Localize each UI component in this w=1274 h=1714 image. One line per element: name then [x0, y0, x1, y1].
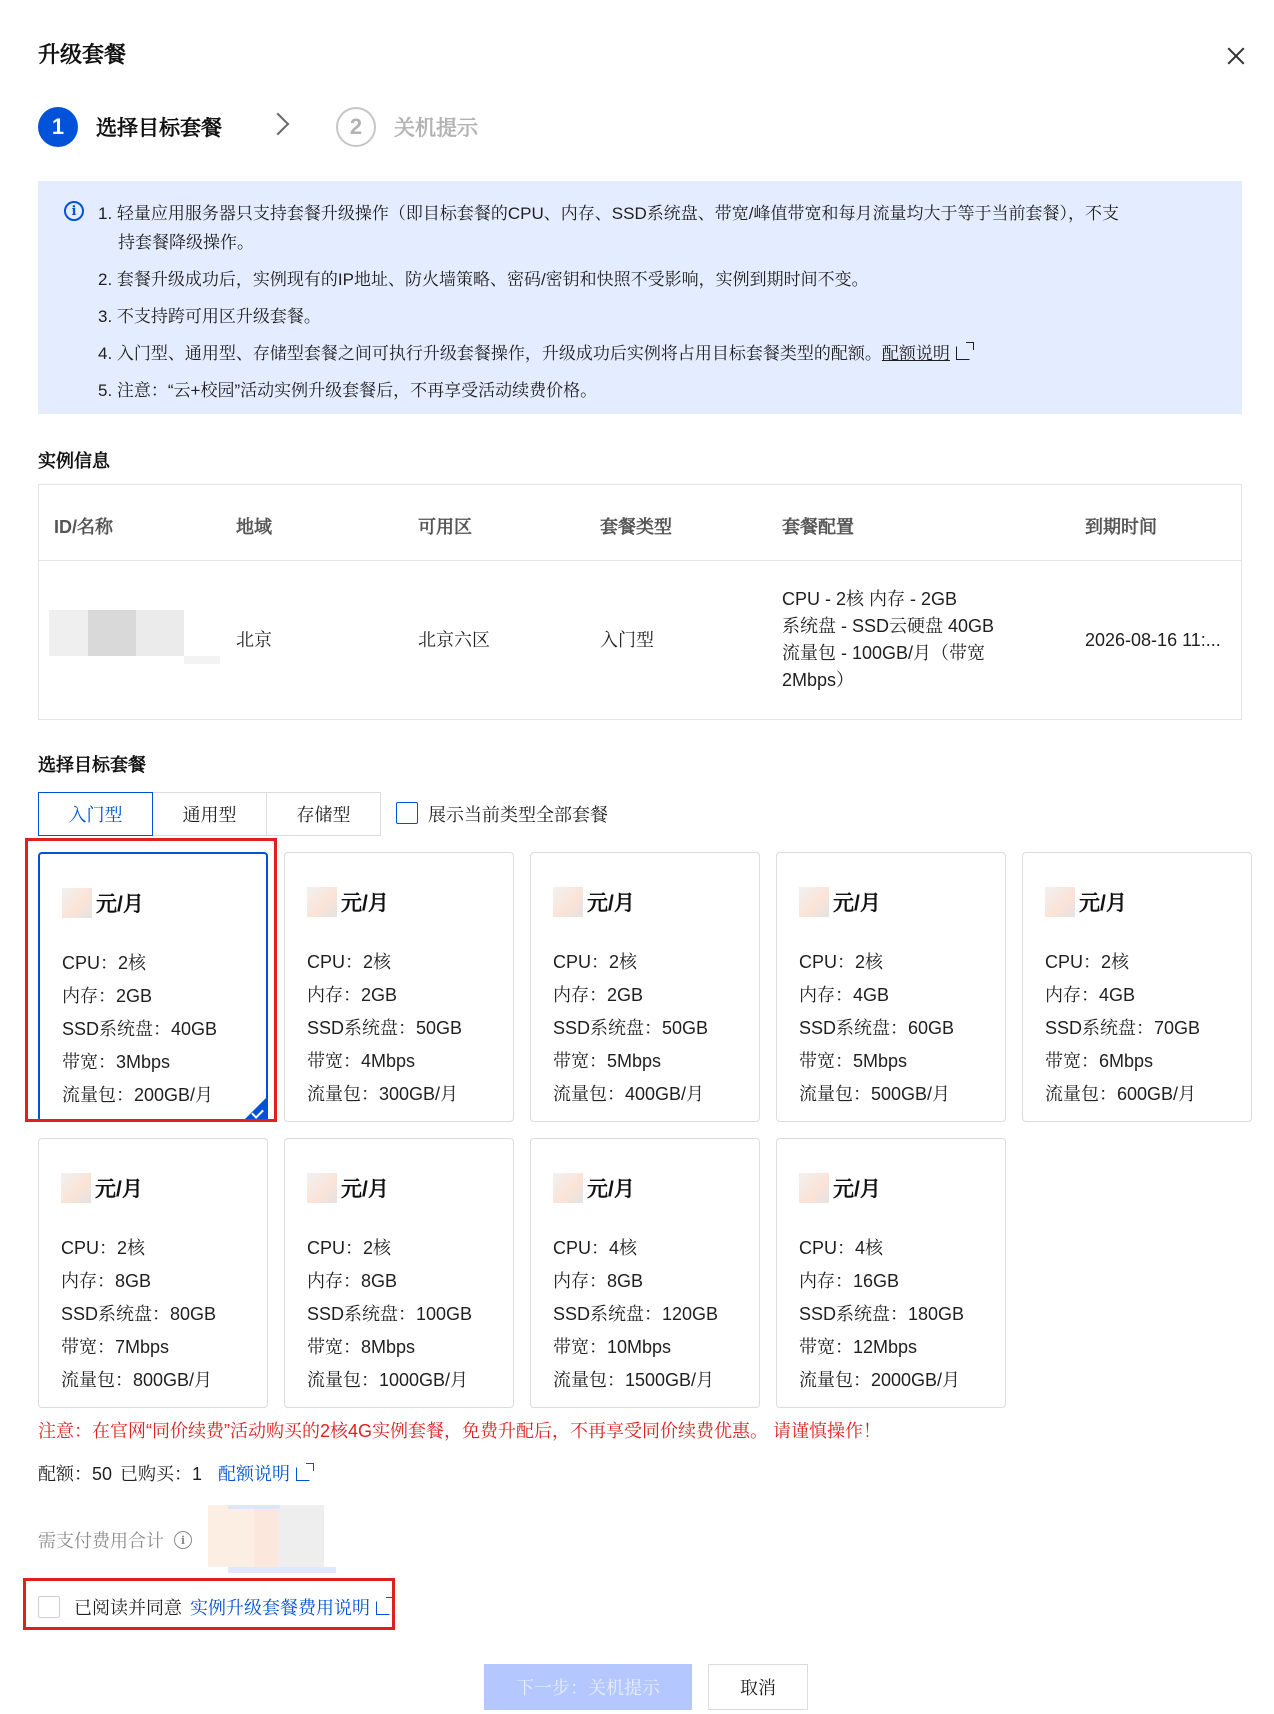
card-price — [799, 887, 881, 917]
card-cpu: CPU：2核 — [61, 1238, 146, 1258]
plan-card[interactable] — [284, 852, 514, 1122]
card-price-unit: 元/月 — [341, 1178, 389, 1201]
instance-zone: 北京六区 — [418, 630, 490, 650]
config-line-3: 流量包 - 100GB/月（带宽 — [782, 643, 986, 663]
config-line-1: CPU - 2核 内存 - 2GB — [782, 589, 958, 609]
card-price-unit: 元/月 — [587, 892, 635, 915]
plan-card[interactable] — [530, 852, 760, 1122]
card-traffic: 流量包：500GB/月 — [799, 1084, 951, 1104]
notice-item-1: 1. 轻量应用服务器只支持套餐升级操作（即目标套餐的CPU、内存、SSD系统盘、带宽/峰值带宽和每月流量均大于等于当前套餐），不支 — [98, 204, 1119, 223]
col-header-expire: 到期时间 — [1085, 517, 1157, 537]
notice-item-3: 3. 不支持跨可用区升级套餐。 — [98, 307, 321, 326]
card-disk: SSD系统盘：100GB — [307, 1304, 473, 1324]
card-price-redacted — [799, 1173, 829, 1203]
tab-storage[interactable]: 存储型 — [266, 792, 381, 836]
info-icon[interactable]: i — [174, 1531, 192, 1549]
tab-starter[interactable]: 入门型 — [38, 792, 153, 836]
config-line-4: 2Mbps） — [782, 670, 855, 690]
instance-region: 北京 — [236, 630, 272, 650]
step-2 — [336, 107, 478, 147]
card-memory: 内存：2GB — [62, 986, 153, 1006]
card-traffic: 流量包：300GB/月 — [307, 1084, 459, 1104]
highlight-box — [25, 838, 277, 1122]
card-memory: 内存：4GB — [1045, 985, 1136, 1005]
card-price-unit: 元/月 — [341, 892, 389, 915]
quota-info — [38, 1460, 310, 1486]
plan-card[interactable] — [776, 852, 1006, 1122]
cancel-button[interactable]: 取消 — [708, 1664, 808, 1710]
card-price-redacted — [307, 1173, 337, 1203]
card-memory: 内存：4GB — [799, 985, 890, 1005]
card-traffic: 流量包：600GB/月 — [1045, 1084, 1197, 1104]
fee-label: 需支付费用合计 — [38, 1531, 164, 1551]
card-disk: SSD系统盘：50GB — [307, 1018, 463, 1038]
card-price — [553, 1173, 635, 1203]
card-cpu: CPU：2核 — [62, 953, 147, 973]
card-memory: 内存：2GB — [553, 985, 644, 1005]
card-cpu: CPU：2核 — [553, 952, 638, 972]
fee-amount-redacted — [208, 1505, 254, 1567]
card-traffic: 流量包：400GB/月 — [553, 1084, 705, 1104]
fee-amount-redacted — [228, 1505, 280, 1509]
card-price — [307, 887, 389, 917]
col-header-type: 套餐类型 — [600, 517, 672, 537]
card-disk: SSD系统盘：60GB — [799, 1018, 955, 1038]
highlight-box — [23, 1578, 395, 1630]
card-traffic: 流量包：200GB/月 — [62, 1085, 214, 1105]
card-price-redacted — [799, 887, 829, 917]
card-price-redacted — [61, 1173, 91, 1203]
card-price-unit: 元/月 — [1079, 892, 1127, 915]
card-price-unit: 元/月 — [95, 1178, 143, 1201]
notice-item-1-cont: 持套餐降级操作。 — [118, 233, 254, 252]
close-icon[interactable] — [1222, 42, 1250, 70]
card-traffic: 流量包：2000GB/月 — [799, 1370, 961, 1390]
instance-expire-time: 2026-08-16 11:... — [1085, 630, 1221, 650]
card-bandwidth: 带宽：5Mbps — [553, 1051, 662, 1071]
card-memory: 内存：8GB — [553, 1271, 644, 1291]
dialog-title: 升级套餐 — [38, 42, 127, 67]
card-bandwidth: 带宽：7Mbps — [61, 1337, 170, 1357]
show-all-plans-label: 展示当前类型全部套餐 — [428, 805, 608, 825]
instance-id-redacted — [184, 656, 220, 664]
card-price — [1045, 887, 1127, 917]
info-icon: i — [64, 201, 84, 221]
quota-total: 配额：50 — [38, 1464, 113, 1484]
table-header-divider — [39, 560, 1241, 561]
card-memory: 内存：8GB — [307, 1271, 398, 1291]
external-link-icon — [296, 1467, 310, 1481]
config-line-2: 系统盘 - SSD云硬盘 40GB — [782, 616, 995, 636]
card-price — [799, 1173, 881, 1203]
instance-table — [38, 484, 1242, 720]
notice-box — [38, 181, 1242, 414]
plan-card[interactable] — [530, 1138, 760, 1408]
card-price-redacted — [553, 887, 583, 917]
card-disk: SSD系统盘：80GB — [61, 1304, 217, 1324]
notice-item-5: 5. 注意：“云+校园”活动实例升级套餐后，不再享受活动续费价格。 — [98, 381, 598, 400]
notice-item-4 — [98, 339, 1182, 368]
plan-card[interactable] — [38, 1138, 268, 1408]
step-2-number: 2 — [336, 107, 376, 147]
show-all-plans-checkbox[interactable] — [396, 802, 418, 824]
col-header-config: 套餐配置 — [782, 517, 854, 537]
card-price-unit: 元/月 — [96, 893, 144, 916]
plan-card[interactable] — [284, 1138, 514, 1408]
card-cpu: CPU：2核 — [307, 1238, 392, 1258]
card-disk: SSD系统盘：70GB — [1045, 1018, 1201, 1038]
fee-doc-link-label: 实例升级套餐费用说明 — [190, 1598, 370, 1618]
col-header-zone: 可用区 — [418, 517, 472, 537]
card-disk: SSD系统盘：50GB — [553, 1018, 709, 1038]
quota-doc-link-label: 配额说明 — [881, 344, 950, 363]
instance-info-title: 实例信息 — [38, 451, 110, 471]
card-price-unit: 元/月 — [587, 1178, 635, 1201]
notice-item-2: 2. 套餐升级成功后，实例现有的IP地址、防火墙策略、密码/密钥和快照不受影响，实例到期时间不变。 — [98, 270, 869, 289]
card-price-redacted — [1045, 887, 1075, 917]
chevron-right-icon — [267, 113, 290, 136]
card-traffic: 流量包：800GB/月 — [61, 1370, 213, 1390]
card-cpu: CPU：4核 — [553, 1238, 638, 1258]
instance-plan-type: 入门型 — [600, 630, 654, 650]
card-price-redacted — [553, 1173, 583, 1203]
plan-card[interactable] — [1022, 852, 1252, 1122]
card-memory: 内存：8GB — [61, 1271, 152, 1291]
col-header-region: 地域 — [236, 517, 272, 537]
tab-general[interactable]: 通用型 — [152, 792, 267, 836]
card-memory: 内存：16GB — [799, 1271, 900, 1291]
card-traffic: 流量包：1500GB/月 — [553, 1370, 715, 1390]
card-price-redacted — [307, 887, 337, 917]
quota-link-label: 配额说明 — [218, 1464, 291, 1484]
card-bandwidth: 带宽：4Mbps — [307, 1051, 416, 1071]
quota-bought: 已购买：1 — [120, 1464, 203, 1484]
plan-card[interactable] — [776, 1138, 1006, 1408]
agreement-text: 已阅读并同意 — [74, 1598, 182, 1618]
notice-item-4-text: 4. 入门型、通用型、存储型套餐之间可执行升级套餐操作，升级成功后实例将占用目标套餐类型的配额。 — [98, 344, 882, 363]
instance-id-redacted — [136, 610, 184, 656]
card-price — [553, 887, 635, 917]
instance-config — [782, 586, 994, 694]
next-step-button[interactable]: 下一步：关机提示 — [484, 1664, 692, 1710]
col-header-id: ID/名称 — [54, 517, 114, 537]
fee-amount-redacted — [278, 1505, 324, 1567]
card-cpu: CPU：2核 — [1045, 952, 1130, 972]
card-bandwidth: 带宽：12Mbps — [799, 1337, 918, 1357]
target-plan-title: 选择目标套餐 — [38, 755, 146, 775]
instance-id-redacted — [88, 610, 136, 656]
step-1 — [38, 107, 222, 147]
step-1-number: 1 — [38, 107, 78, 147]
card-cpu: CPU：2核 — [307, 952, 392, 972]
quota-link[interactable] — [218, 1460, 310, 1486]
fee-total — [38, 1527, 192, 1553]
card-bandwidth: 带宽：3Mbps — [62, 1052, 171, 1072]
card-bandwidth: 带宽：5Mbps — [799, 1051, 908, 1071]
card-traffic: 流量包：1000GB/月 — [307, 1370, 469, 1390]
card-cpu: CPU：2核 — [799, 952, 884, 972]
card-disk: SSD系统盘：40GB — [62, 1019, 218, 1039]
card-cpu: CPU：4核 — [799, 1238, 884, 1258]
card-bandwidth: 带宽：10Mbps — [553, 1337, 672, 1357]
card-disk: SSD系统盘：180GB — [799, 1304, 965, 1324]
step-2-label: 关机提示 — [394, 117, 478, 140]
card-price — [307, 1173, 389, 1203]
card-price-unit: 元/月 — [833, 1178, 881, 1201]
warning-text: 注意：在官网“同价续费”活动购买的2核4G实例套餐，免费升配后，不再享受同价续费优惠。 请谨慎操作！ — [38, 1421, 882, 1441]
card-bandwidth: 带宽：8Mbps — [307, 1337, 416, 1357]
card-price — [61, 1173, 143, 1203]
fee-amount-redacted — [228, 1567, 336, 1573]
card-bandwidth: 带宽：6Mbps — [1045, 1051, 1154, 1071]
card-disk: SSD系统盘：120GB — [553, 1304, 719, 1324]
step-1-label: 选择目标套餐 — [96, 117, 222, 140]
external-link-icon — [956, 346, 970, 360]
card-memory: 内存：2GB — [307, 985, 398, 1005]
card-price-unit: 元/月 — [833, 892, 881, 915]
plan-type-tabs — [38, 792, 381, 836]
quota-doc-link[interactable] — [882, 344, 970, 363]
